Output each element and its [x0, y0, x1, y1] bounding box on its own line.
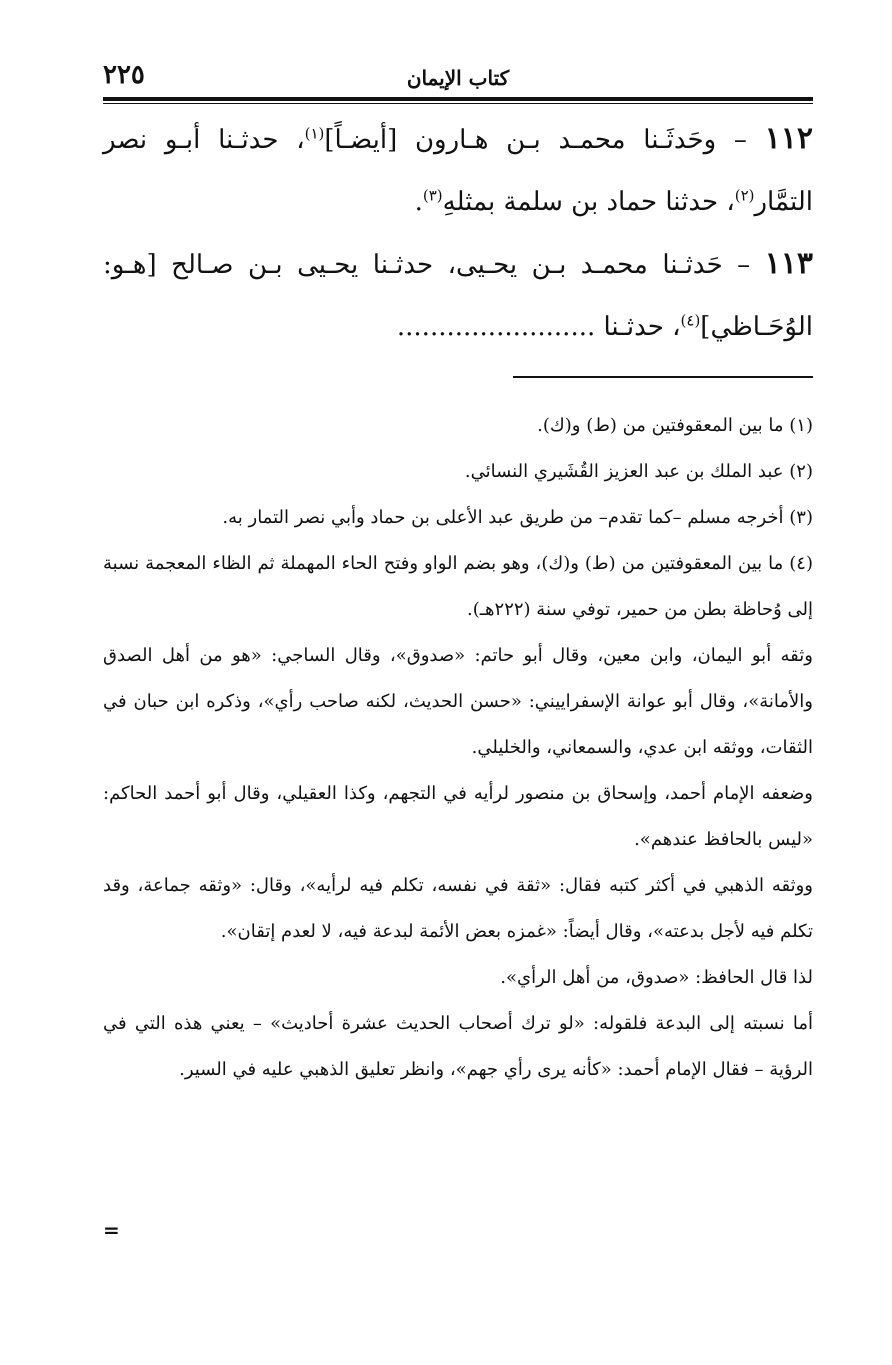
- hadith-number: ١١٢: [764, 121, 813, 156]
- footnote-1: [103, 403, 813, 449]
- footnote-number: (٣): [789, 507, 813, 528]
- header-rule-thick: [103, 97, 813, 101]
- footnote-ref: (١): [304, 124, 325, 143]
- footnote-text: أخرجه مسلم –كما تقدم– من طريق عبد الأعلى بن حماد وأبي نصر التمار به.: [222, 507, 784, 528]
- footnote-4: [103, 541, 813, 633]
- running-title: كتاب الإيمان: [406, 66, 510, 90]
- hadith-text: وحَدثَـنا محمـد بـن هـارون [أيضـاً]: [324, 125, 717, 155]
- footnote-number: (٤): [789, 553, 813, 574]
- hadith-text: ، حدثـنا أبـو نصر التمَّار: [103, 125, 813, 217]
- header-rule-thin: [103, 103, 813, 104]
- ellipsis-dots: ........................: [396, 312, 596, 342]
- hadith-dash: –: [722, 250, 765, 280]
- footnote-ref: (٤): [680, 311, 701, 330]
- hadith-text: .: [414, 187, 423, 217]
- hadith-text: ، حدثنا حماد بن سلمة بمثلهِ: [442, 187, 735, 217]
- hadith-number: ١١٣: [764, 246, 813, 281]
- footnote-ref: (٣): [422, 186, 443, 205]
- continuation-mark: =: [103, 1218, 120, 1242]
- hadith-112: [103, 108, 813, 233]
- hadith-text: ، حدثـنا: [595, 312, 681, 342]
- footnote-paragraph: أما نسبته إلى البدعة فلقوله: «لو ترك أصحاب الحديث عشرة أحاديث» – يعني هذه التي في الرؤية – فقال الإمام أحمد: «كأنه يرى رأي جهم»، وانظر تعليق الذهبي عليه في السير.: [103, 1013, 813, 1080]
- hadith-dash: –: [716, 125, 765, 155]
- footnote-paragraph: ووثقه الذهبي في أكثر كتبه فقال: «ثقة في نفسه، تكلم فيه لرأيه»، وقال: «وثقه جماعة، وقد تكلم فيه لأجل بدعته»، وقال أيضاً: «غمزه بعض الأئمة لبدعة فيه، لا لعدم إتقان».: [103, 875, 813, 942]
- page-header: [103, 58, 813, 98]
- footnote-paragraph: وضعفه الإمام أحمد، وإسحاق بن منصور لرأيه في التجهم، وكذا العقيلي، وقال أبو أحمد الحاكم: «ليس بالحافظ عندهم».: [103, 783, 813, 850]
- footnote-number: (١): [789, 415, 813, 436]
- hadith-text: حَدثـنا محمـد بـن يحـيى، حدثـنا يحـيى بـن صـالح [هـو: الوُحَـاظي]: [103, 250, 813, 342]
- hadith-113: [103, 233, 813, 358]
- footnote-text: ما بين المعقوفتين من (ط) و(ك)، وهو بضم الواو وفتح الحاء المهملة ثم الظاء المعجمة نسبة إلى وُحاظة بطن من حمير، توفي سنة (٢٢٢هـ).: [103, 553, 813, 620]
- page-number: ٢٢٥: [103, 60, 145, 90]
- footnotes: [103, 403, 813, 1093]
- main-text: [103, 108, 813, 358]
- footnote-text: ما بين المعقوفتين من (ط) و(ك).: [537, 415, 784, 436]
- footnote-text: عبد الملك بن عبد العزيز القُشَيري النسائي.: [464, 461, 784, 482]
- footnote-2: [103, 449, 813, 495]
- footnote-separator: [513, 376, 813, 378]
- footnote-number: (٢): [789, 461, 813, 482]
- footnote-paragraph: وثقه أبو اليمان، وابن معين، وقال أبو حاتم: «صدوق»، وقال الساجي: «هو من أهل الصدق والأمانة»، وقال أبو عوانة الإسفراييني: «حسن الحديث، لكنه صاحب رأي»، وذكره ابن حبان في الثقات، ووثقه ابن عدي، والسمعاني، والخليلي.: [103, 645, 813, 758]
- footnote-paragraph: لذا قال الحافظ: «صدوق، من أهل الرأي».: [500, 967, 813, 988]
- footnote-3: [103, 495, 813, 541]
- footnote-ref: (٢): [734, 186, 755, 205]
